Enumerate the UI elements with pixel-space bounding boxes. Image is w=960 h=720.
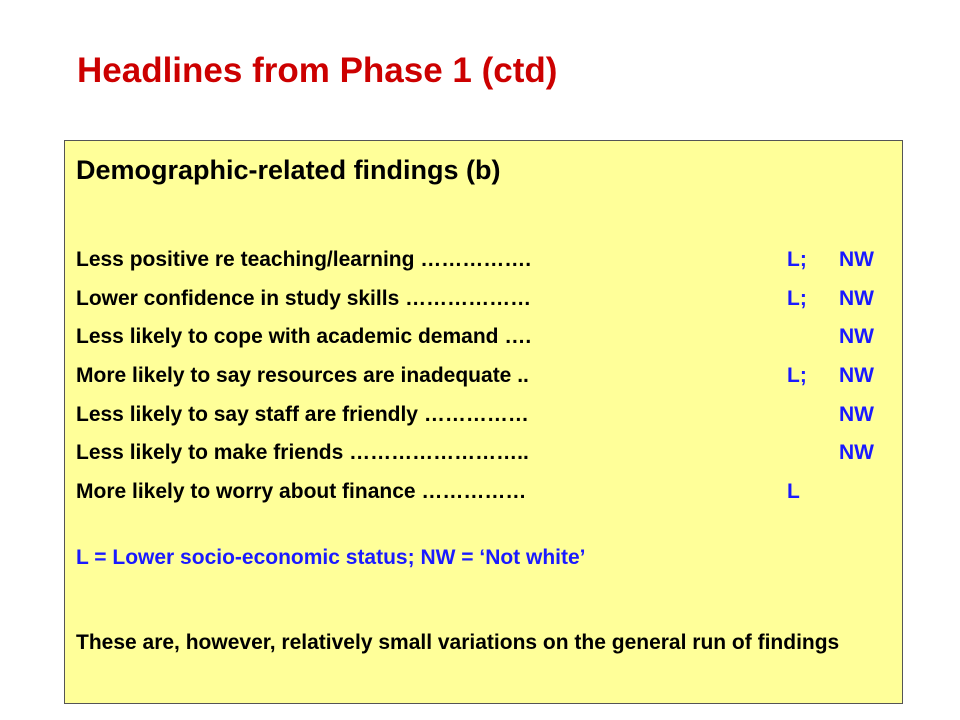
finding-label: More likely to worry about finance …………… bbox=[76, 480, 527, 504]
finding-label: More likely to say resources are inadequate .. bbox=[76, 364, 529, 388]
finding-label: Less positive re teaching/learning ……………. bbox=[76, 248, 532, 271]
finding-row bbox=[76, 473, 896, 512]
finding-tag-nw: NW bbox=[839, 364, 874, 388]
finding-row bbox=[76, 280, 896, 319]
findings-list bbox=[76, 241, 896, 512]
finding-row bbox=[76, 241, 896, 280]
finding-tag-l: L; bbox=[787, 364, 807, 388]
summary-note: These are, however, relatively small variations on the general run of findings bbox=[76, 631, 840, 654]
finding-tag-l: L bbox=[787, 480, 800, 504]
finding-row bbox=[76, 396, 896, 435]
finding-tag-l: L; bbox=[787, 286, 807, 310]
finding-label: Lower confidence in study skills ……………… bbox=[76, 286, 532, 310]
finding-tag-nw: NW bbox=[839, 248, 874, 271]
finding-label: Less likely to say staff are friendly …………… bbox=[76, 402, 529, 426]
finding-row bbox=[76, 318, 896, 357]
slide-title: Headlines from Phase 1 (ctd) bbox=[77, 51, 558, 90]
finding-tag-nw: NW bbox=[839, 402, 874, 426]
panel-heading: Demographic-related findings (b) bbox=[76, 155, 501, 185]
finding-row bbox=[76, 434, 896, 473]
findings-panel bbox=[64, 140, 903, 704]
finding-row bbox=[76, 357, 896, 396]
finding-tag-l: L; bbox=[787, 248, 807, 271]
finding-tag-nw: NW bbox=[839, 325, 874, 349]
finding-label: Less likely to cope with academic demand …. bbox=[76, 325, 532, 349]
finding-tag-nw: NW bbox=[839, 441, 874, 465]
legend-text: L = Lower socio-economic status; NW = ‘Not white’ bbox=[76, 546, 586, 569]
finding-tag-nw: NW bbox=[839, 286, 874, 310]
finding-label: Less likely to make friends …………………….. bbox=[76, 441, 529, 465]
